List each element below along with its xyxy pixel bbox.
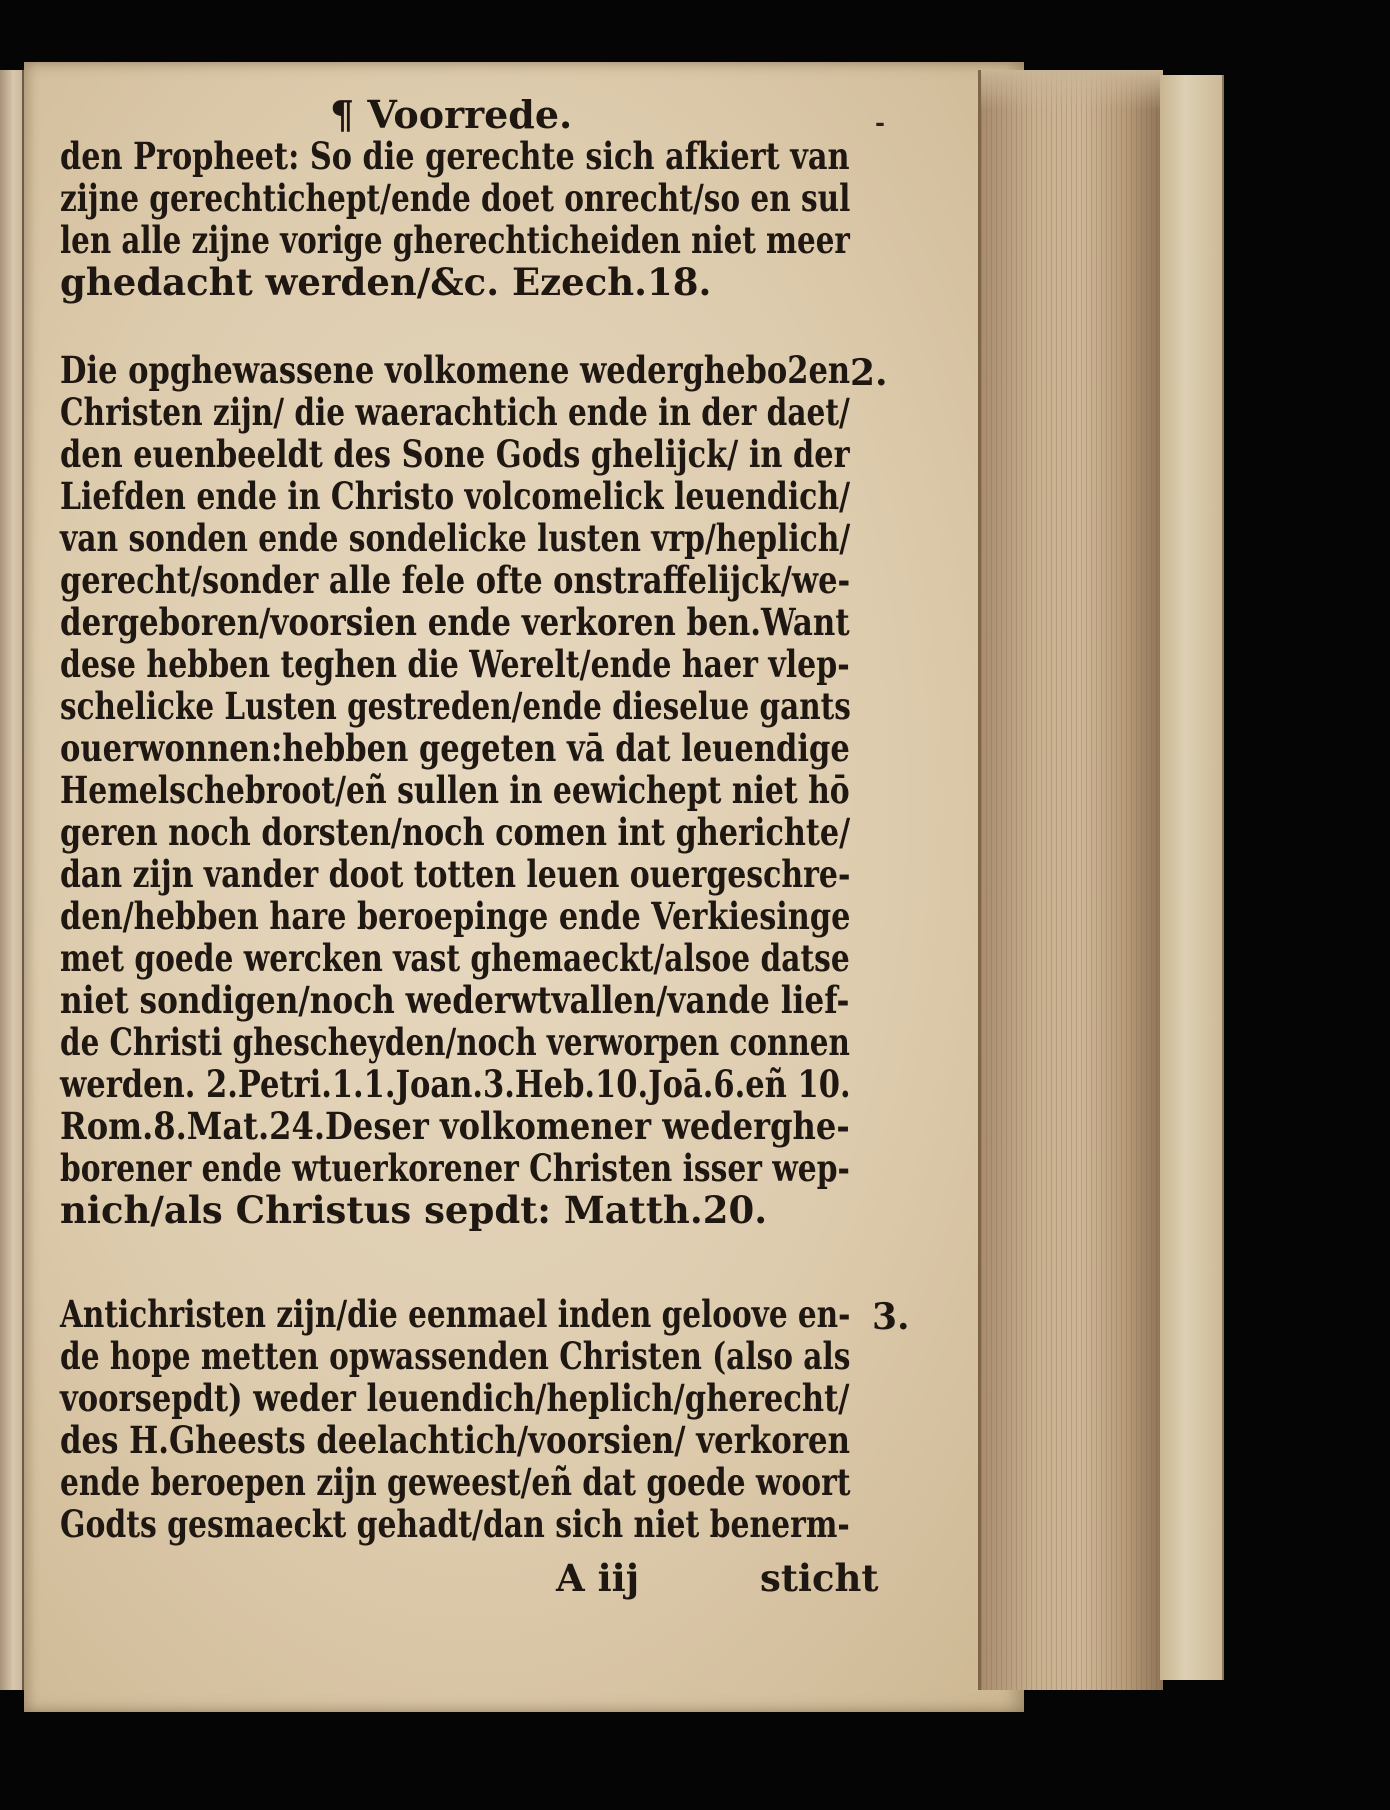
marginal-number: 3.	[872, 1296, 910, 1338]
text-line: voorsepdt) weder leuendich/heplich/gherecht/	[60, 1376, 850, 1420]
text-line: zijne gerechtichept/ende doet onrecht/so en sul	[60, 176, 851, 220]
text-line: Liefden ende in Christo volcomelick leuendich/	[60, 474, 851, 518]
text-line: ende beroepen zijn geweest/eñ dat goede woort	[60, 1460, 851, 1504]
text-line: dese hebben teghen die Werelt/ende haer vlep-	[60, 642, 850, 686]
running-header: ¶ Voorrede.	[330, 92, 573, 137]
text-line: de Christi ghescheyden/noch verworpen connen	[60, 1020, 850, 1064]
text-line: Die opghewassene volkomene wederghebo2en	[60, 348, 851, 392]
text-line: Christen zijn/ die waerachtich ende in der daet/	[60, 390, 850, 434]
text-line: de hope metten opwassenden Christen (also als	[60, 1334, 851, 1378]
text-line: den/hebben hare beroepinge ende Verkiesinge	[60, 894, 851, 938]
text-line: niet sondigen/noch wederwtvallen/vande lief-	[60, 978, 850, 1022]
header-mark: -	[875, 108, 885, 137]
text-line: dergeboren/voorsien ende verkoren ben.Want	[60, 600, 850, 644]
text-line: Godts gesmaeckt gehadt/dan sich niet benerm-	[60, 1502, 850, 1546]
text-line: len alle zijne vorige gherechticheiden niet meer	[60, 218, 850, 262]
text-line: nich/als Christus sepdt: Matth.20.	[60, 1188, 768, 1232]
text-line: met goede wercken vast ghemaeckt/alsoe datse	[60, 936, 850, 980]
signature-mark: A iij	[556, 1556, 640, 1600]
text-line: dan zijn vander doot totten leuen ouergeschre-	[60, 852, 851, 896]
left-page-edge	[0, 70, 24, 1690]
text-line: den Propheet: So die gerechte sich afkiert van	[60, 134, 850, 178]
catchword: sticht	[760, 1556, 879, 1600]
text-line: Antichristen zijn/die eenmael inden geloove en-	[60, 1292, 851, 1336]
text-line: des H.Gheests deelachtich/voorsien/ verkoren	[60, 1418, 851, 1462]
book-cover-edge	[1160, 75, 1224, 1680]
marginal-number: 2.	[850, 352, 888, 394]
book-fore-edge	[978, 70, 1163, 1690]
text-line: geren noch dorsten/noch comen int gherichte/	[60, 810, 851, 854]
text-line: van sonden ende sondelicke lusten vrp/heplich/	[60, 516, 851, 560]
text-line: ghedacht werden/&c. Ezech.18.	[60, 260, 712, 304]
text-line: gerecht/sonder alle fele ofte onstraffelijck/we-	[60, 558, 851, 602]
text-line: borener ende wtuerkorener Christen isser wep-	[60, 1146, 850, 1190]
text-line: Hemelschebroot/eñ sullen in eewichept niet hō	[60, 768, 850, 812]
text-line: werden. 2.Petri.1.1.Joan.3.Heb.10.Joā.6.eñ 10.	[60, 1062, 851, 1106]
text-line: den euenbeeldt des Sone Gods ghelijck/ in der	[60, 432, 850, 476]
text-line: schelicke Lusten gestreden/ende dieselue gants	[60, 684, 851, 728]
text-line: Rom.8.Mat.24.Deser volkomener wederghe-	[60, 1104, 850, 1148]
text-line: ouerwonnen:hebben gegeten vā dat leuendige	[60, 726, 850, 770]
